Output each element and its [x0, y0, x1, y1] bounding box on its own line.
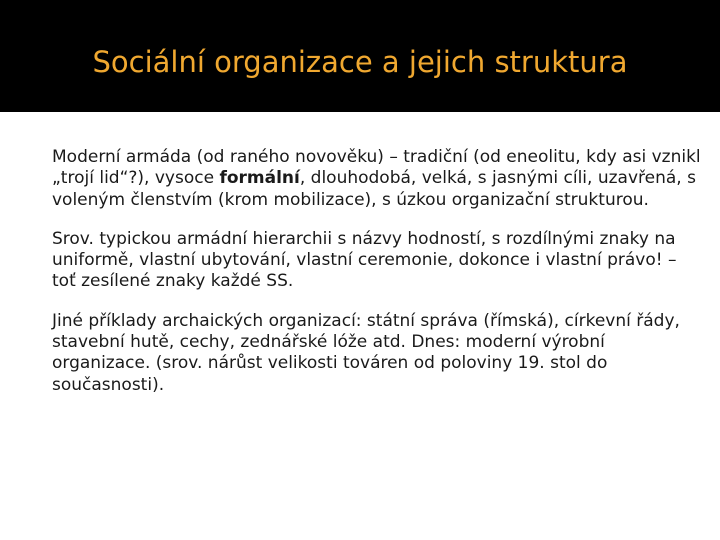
paragraph-text: Moderní armáda (od raného novověku) – tradiční (od eneolitu, kdy asi vznikl „trojí lid“?), vysoce — [52, 147, 701, 189]
slide-title: Sociální organizace a jejich struktura — [92, 45, 628, 79]
paragraph-emphasis: formální — [219, 168, 300, 189]
slide-body — [52, 147, 702, 414]
paragraph-army-hierarchy: Srov. typickou armádní hierarchii s názvy hodností, s rozdílnými znaky na uniformě, vlastní ubytování, vlastní ceremonie, dokonce i vlastní právo! – toť zesílené znaky každé SS. — [52, 228, 677, 292]
paragraph-other-examples: Jiné příklady archaických organizací: státní správa (římská), církevní řády, stavební hutě, cechy, zednářské lóže atd. Dnes: moderní výrobní organizace. (srov. nárůst velikosti továren od poloviny 19. stol do současnosti). — [52, 310, 680, 395]
title-bar — [0, 0, 720, 112]
paragraph-text: , dlouhodobá, velká, s jasnými cíli, uzavřená, s voleným členstvím (krom mobilizace), s úzkou organizační strukturou. — [52, 168, 696, 210]
paragraph-modern-army — [52, 147, 702, 211]
